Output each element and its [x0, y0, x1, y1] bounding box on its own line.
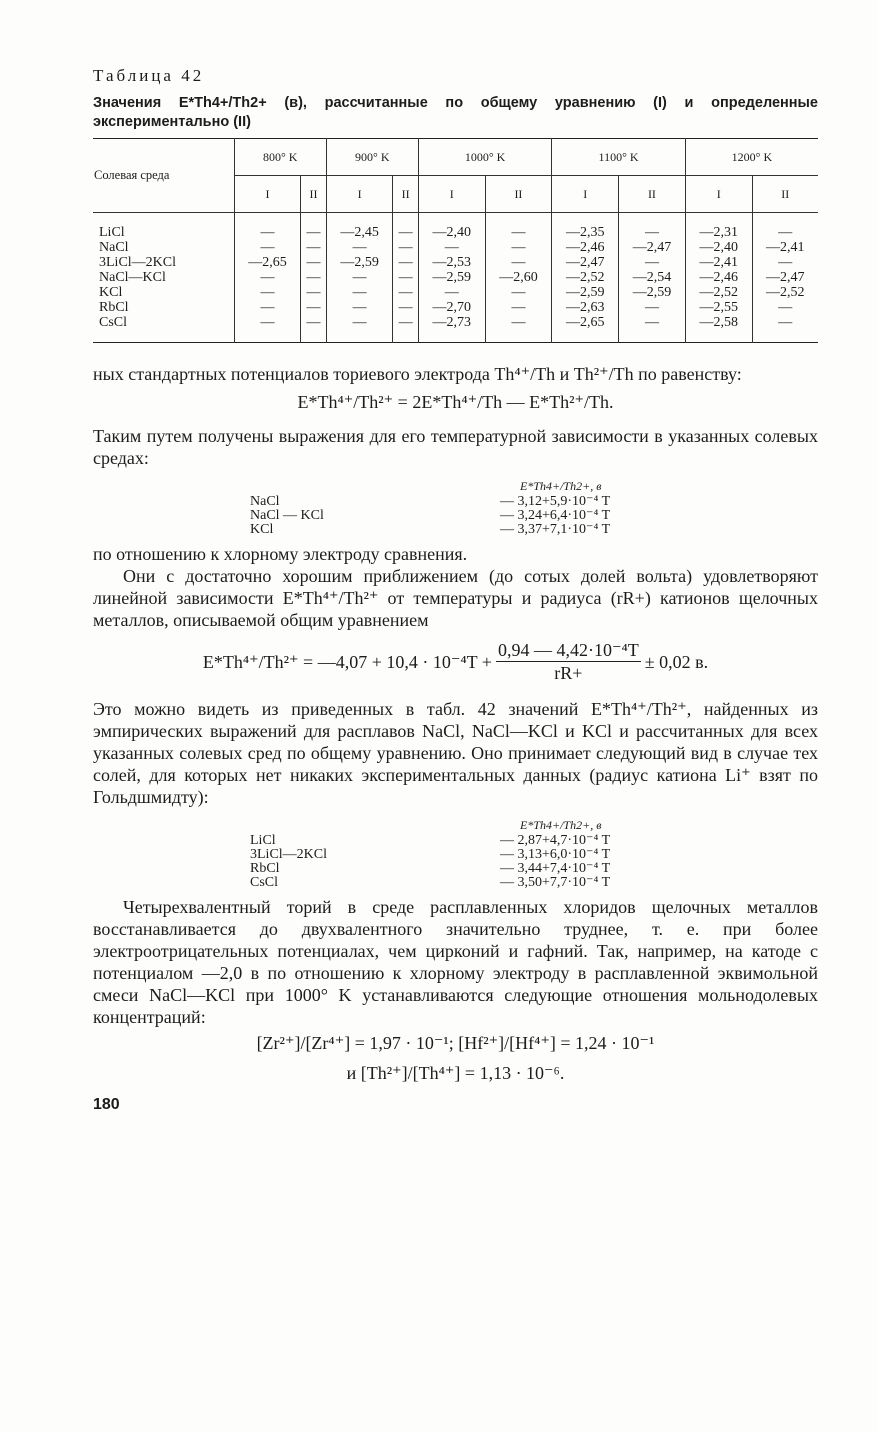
subcolumn-header: II [619, 176, 686, 213]
value-cell: —2,46 [552, 240, 619, 255]
temperature-header: 900° K [326, 139, 418, 176]
table-spacer-row [93, 213, 818, 226]
value-cell: —2,55 [685, 300, 752, 315]
salt-medium-cell: 3LiCl—2KCl [99, 255, 177, 270]
table-row [93, 225, 818, 240]
expression-row [250, 834, 818, 848]
value-cell: — [619, 225, 686, 240]
value-cell: — [301, 240, 326, 255]
value-cell: —2,73 [418, 315, 485, 343]
paragraph-5: Это можно видеть из приведенных в табл. 42 значений E*Th⁴⁺/Th²⁺, найденных из эмпирических выражений для расплавов NaCl, NaCl—KCl и KCl и рассчитанных для всех указанных солевых сред по общему уравнению. Оно принимает следующий вид в случае тех солей, для которых нет никаких экспериментальных данных (радиус катиона Li⁺ взят по Гольдшмидту): [93, 699, 818, 807]
expression-row [250, 509, 818, 523]
expression-row [250, 848, 818, 862]
value-cell: —2,47 [619, 240, 686, 255]
expression-medium: 3LiCl—2KCl [250, 847, 328, 862]
salt-medium-cell: KCl [99, 285, 123, 300]
value-cell: —2,52 [752, 285, 818, 300]
salt-medium-cell: RbCl [99, 300, 129, 315]
value-cell: —2,41 [752, 240, 818, 255]
value-cell: —2,59 [619, 285, 686, 300]
env-header: Солевая среда [93, 139, 234, 213]
value-cell: — [752, 225, 818, 240]
subcolumn-header: II [752, 176, 818, 213]
table-row [93, 240, 818, 255]
value-cell: — [418, 285, 485, 300]
expression-row [250, 876, 818, 890]
equation-2-right: ± 0,02 в. [644, 651, 709, 672]
expression-value: — 3,50+7,7·10⁻⁴ T [500, 875, 611, 890]
value-cell: —2,52 [685, 285, 752, 300]
value-cell: — [485, 240, 552, 255]
value-cell: — [326, 270, 393, 285]
value-cell: —2,41 [685, 255, 752, 270]
value-cell: — [326, 285, 393, 300]
expression-medium: KCl [250, 522, 274, 537]
value-cell: —2,65 [552, 315, 619, 343]
paragraph-1: ных стандартных потенциалов ториевого электрода Th⁴⁺/Th и Th²⁺/Th по равенству: [93, 364, 742, 384]
value-cell: — [485, 315, 552, 343]
value-cell: —2,45 [326, 225, 393, 240]
value-cell: —2,53 [418, 255, 485, 270]
value-cell: —2,35 [552, 225, 619, 240]
equation-2-fraction [496, 639, 641, 684]
temperature-header: 800° K [234, 139, 326, 176]
subcolumn-header: I [685, 176, 752, 213]
temperature-header: 1000° K [418, 139, 552, 176]
table-number: Таблица 42 [93, 66, 205, 85]
list-header: E*Th4+/Th2+, в [520, 479, 602, 493]
paragraph-6: Четырехвалентный торий в среде расплавленных хлоридов щелочных металлов восстанавливается до двухвалентного значительно труднее, т. е. при более электроотрицательных потенциалах, чем цирконий и гафний. Так, например, на катоде с потенциалом —2,0 в по отношению к хлорному электроду в расплавленной эквимольной смеси NaCl—KCl при 1000° K устанавливаются следующие отношения мольнодолевых концентраций: [93, 897, 818, 1027]
ratio-line-1: [Zr²⁺]/[Zr⁴⁺] = 1,97 · 10⁻¹; [Hf²⁺]/[Hf⁴⁺] = 1,24 · 10⁻¹ [256, 1033, 655, 1053]
expression-value: — 3,37+7,1·10⁻⁴ T [500, 522, 611, 537]
temperature-header: 1100° K [552, 139, 686, 176]
value-cell: —2,47 [752, 270, 818, 285]
expression-medium: RbCl [250, 861, 280, 876]
value-cell: — [752, 315, 818, 343]
table-row [93, 255, 818, 270]
ratio-line-2: и [Th²⁺]/[Th⁴⁺] = 1,13 · 10⁻⁶. [346, 1063, 565, 1083]
value-cell: — [234, 240, 301, 255]
value-cell: — [326, 240, 393, 255]
temperature-header: 1200° K [685, 139, 818, 176]
expression-list-2 [250, 818, 818, 890]
page-number: 180 [93, 1096, 120, 1113]
salt-medium-cell: NaCl [99, 240, 129, 255]
expression-value: — 3,13+6,0·10⁻⁴ T [500, 847, 611, 862]
paragraph-3: по отношению к хлорному электроду сравнения. [93, 544, 468, 564]
table-row [93, 315, 818, 343]
value-cell: —2,59 [418, 270, 485, 285]
value-cell: — [234, 285, 301, 300]
equation-2 [93, 639, 818, 684]
equation-2-numerator: 0,94 — 4,42·10⁻⁴T [497, 640, 639, 660]
value-cell: —2,40 [418, 225, 485, 240]
value-cell: — [485, 225, 552, 240]
value-cell: — [418, 240, 485, 255]
table-row [93, 285, 818, 300]
value-cell: —2,58 [685, 315, 752, 343]
value-cell: — [485, 255, 552, 270]
value-cell: — [301, 270, 326, 285]
value-cell: — [234, 300, 301, 315]
equation-2-left: E*Th⁴⁺/Th²⁺ = —4,07 + 10,4 · 10⁻⁴T + [202, 651, 492, 672]
expression-medium: CsCl [250, 875, 279, 890]
expression-value: — 3,44+7,4·10⁻⁴ T [500, 861, 611, 876]
subcolumn-header: I [418, 176, 485, 213]
expression-medium: NaCl — KCl [250, 508, 324, 523]
value-cell: —2,31 [685, 225, 752, 240]
subcolumn-header: I [552, 176, 619, 213]
value-cell: —2,40 [685, 240, 752, 255]
value-cell: — [326, 300, 393, 315]
equation-1: E*Th⁴⁺/Th²⁺ = 2E*Th⁴⁺/Th — E*Th²⁺/Th. [297, 392, 614, 412]
value-cell: — [393, 240, 418, 255]
value-cell: — [619, 315, 686, 343]
table-caption: Значения E*Th4+/Th2+ (в), рассчитанные по общему уравнению (I) и определенные экспериментально (II) [93, 95, 818, 130]
value-cell: — [393, 270, 418, 285]
salt-medium-cell: NaCl—KCl [99, 270, 166, 285]
value-cell: —2,46 [685, 270, 752, 285]
value-cell: — [301, 225, 326, 240]
value-cell: — [234, 315, 301, 343]
subcolumn-header: II [393, 176, 418, 213]
value-cell: —2,52 [552, 270, 619, 285]
value-cell: — [301, 300, 326, 315]
value-cell: — [301, 285, 326, 300]
value-cell: —2,59 [552, 285, 619, 300]
expression-row [250, 495, 818, 509]
page [93, 66, 818, 1114]
table-row [93, 300, 818, 315]
value-cell: — [752, 300, 818, 315]
expression-medium: NaCl [250, 494, 280, 509]
paragraph-2: Таким путем получены выражения для его температурной зависимости в указанных солевых средах: [93, 426, 818, 468]
value-cell: — [752, 255, 818, 270]
value-cell: —2,59 [326, 255, 393, 270]
value-cell: — [393, 300, 418, 315]
value-cell: —2,70 [418, 300, 485, 315]
salt-medium-cell: CsCl [99, 315, 128, 330]
paragraph-4: Они с достаточно хорошим приближением (до сотых долей вольта) удовлетворяют линейной зависимости E*Th⁴⁺/Th²⁺ от температуры и радиуса (rR+) катионов щелочных металлов, описываемой общим уравнением [93, 566, 818, 630]
value-cell: —2,54 [619, 270, 686, 285]
subcolumn-header: I [326, 176, 393, 213]
salt-medium-cell: LiCl [99, 225, 125, 240]
value-cell: — [619, 255, 686, 270]
table-row [93, 270, 818, 285]
value-cell: — [301, 255, 326, 270]
value-cell: —2,60 [485, 270, 552, 285]
value-cell: — [393, 285, 418, 300]
data-table [93, 138, 818, 343]
expression-value: — 2,87+4,7·10⁻⁴ T [500, 833, 611, 848]
value-cell: — [393, 225, 418, 240]
expression-row [250, 862, 818, 876]
value-cell: —2,65 [234, 255, 301, 270]
expression-medium: LiCl [250, 833, 276, 848]
value-cell: — [393, 255, 418, 270]
value-cell: —2,63 [552, 300, 619, 315]
value-cell: — [301, 315, 326, 343]
expression-row [250, 523, 818, 537]
value-cell: — [485, 300, 552, 315]
value-cell: — [234, 225, 301, 240]
equation-2-denominator: rR+ [554, 663, 583, 683]
list-header: E*Th4+/Th2+, в [520, 818, 602, 832]
value-cell: — [619, 300, 686, 315]
subcolumn-header: II [485, 176, 552, 213]
subcolumn-header: II [301, 176, 326, 213]
value-cell: — [393, 315, 418, 343]
value-cell: —2,47 [552, 255, 619, 270]
value-cell: — [234, 270, 301, 285]
value-cell: — [485, 285, 552, 300]
expression-value: — 3,24+6,4·10⁻⁴ T [500, 508, 611, 523]
expression-value: — 3,12+5,9·10⁻⁴ T [500, 494, 611, 509]
subcolumn-header: I [234, 176, 301, 213]
expression-list-1 [250, 479, 818, 537]
value-cell: — [326, 315, 393, 343]
